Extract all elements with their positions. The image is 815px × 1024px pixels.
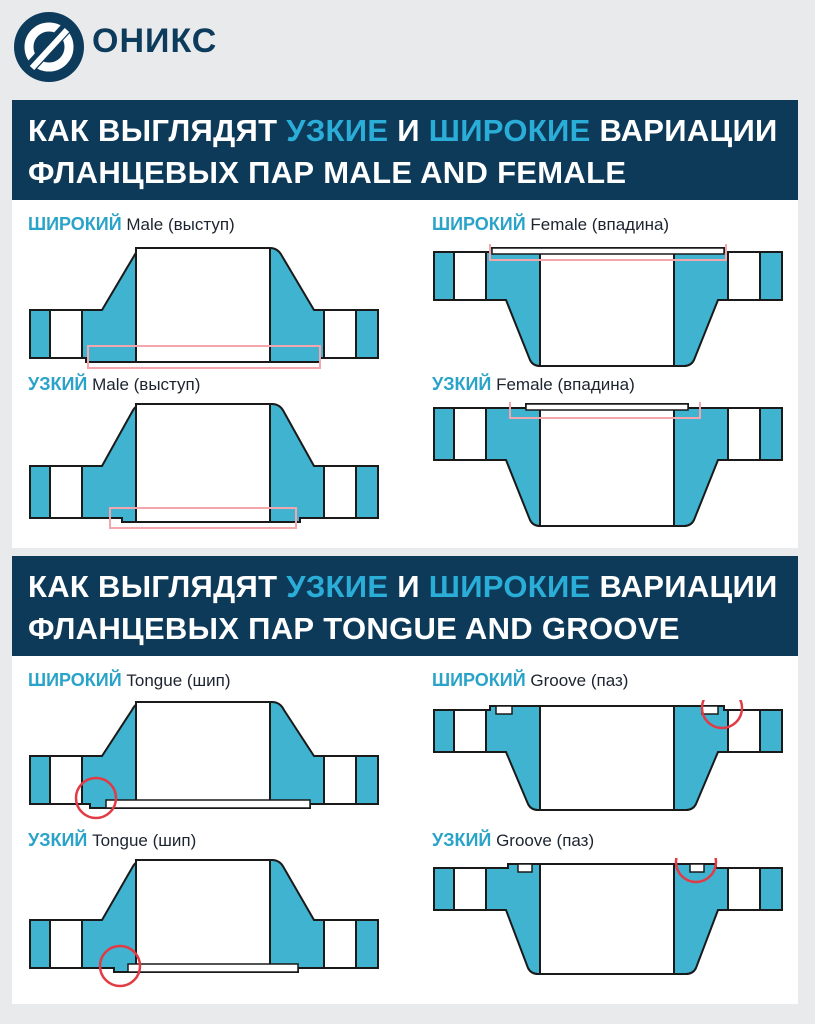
flange-wide-tongue — [28, 700, 384, 828]
label-text: Groove (паз) — [530, 671, 629, 690]
label-kind: УЗКИЙ — [28, 374, 88, 394]
section-title — [12, 100, 798, 200]
label-text: Male (выступ) — [126, 215, 235, 234]
flange-narrow-groove — [432, 858, 788, 988]
flange-wide-male — [28, 244, 384, 372]
section-tongue-groove — [12, 556, 798, 1004]
label-text: Tongue (шип) — [126, 671, 231, 690]
title-suffix: ВАРИАЦИИ — [590, 113, 778, 148]
label-text: Female (впадина) — [496, 375, 635, 394]
title-line2: ФЛАНЦЕВЫХ ПАР TONGUE AND GROOVE — [28, 611, 680, 646]
label-text: Male (выступ) — [92, 375, 201, 394]
title-conj: И — [388, 113, 429, 148]
label-kind: ШИРОКИЙ — [432, 670, 526, 690]
flange-narrow-male — [28, 402, 384, 532]
label-kind: УЗКИЙ — [28, 830, 88, 850]
label-narrow-tongue — [28, 830, 196, 851]
brand-name: ОНИКС — [92, 22, 218, 60]
label-kind: УЗКИЙ — [432, 830, 492, 850]
flange-wide-groove — [432, 700, 788, 828]
title-conj: И — [388, 569, 429, 604]
label-text: Female (впадина) — [530, 215, 670, 234]
title-wide: ШИРОКИЕ — [428, 569, 591, 604]
title-narrow: УЗКИЕ — [286, 569, 389, 604]
title-prefix: КАК ВЫГЛЯДЯТ — [28, 569, 287, 604]
label-text: Tongue (шип) — [92, 831, 197, 850]
label-wide-female — [432, 214, 669, 235]
title-line2: ФЛАНЦЕВЫХ ПАР MALE AND FEMALE — [28, 155, 627, 190]
label-narrow-groove — [432, 830, 594, 851]
label-kind: ШИРОКИЙ — [28, 214, 122, 234]
label-narrow-female — [432, 374, 635, 395]
label-wide-male — [28, 214, 235, 235]
flange-narrow-female — [432, 402, 788, 532]
label-narrow-male — [28, 374, 200, 395]
flange-wide-female — [432, 244, 788, 372]
label-kind: ШИРОКИЙ — [432, 214, 526, 234]
title-suffix: ВАРИАЦИИ — [590, 569, 778, 604]
label-kind: УЗКИЙ — [432, 374, 492, 394]
label-kind: ШИРОКИЙ — [28, 670, 122, 690]
label-wide-tongue — [28, 670, 231, 691]
flange-narrow-tongue — [28, 858, 384, 988]
title-wide: ШИРОКИЕ — [428, 113, 591, 148]
title-prefix: КАК ВЫГЛЯДЯТ — [28, 113, 287, 148]
section-male-female — [12, 100, 798, 548]
label-text: Groove (паз) — [496, 831, 595, 850]
section-title — [12, 556, 798, 656]
label-wide-groove — [432, 670, 628, 691]
title-narrow: УЗКИЕ — [286, 113, 389, 148]
